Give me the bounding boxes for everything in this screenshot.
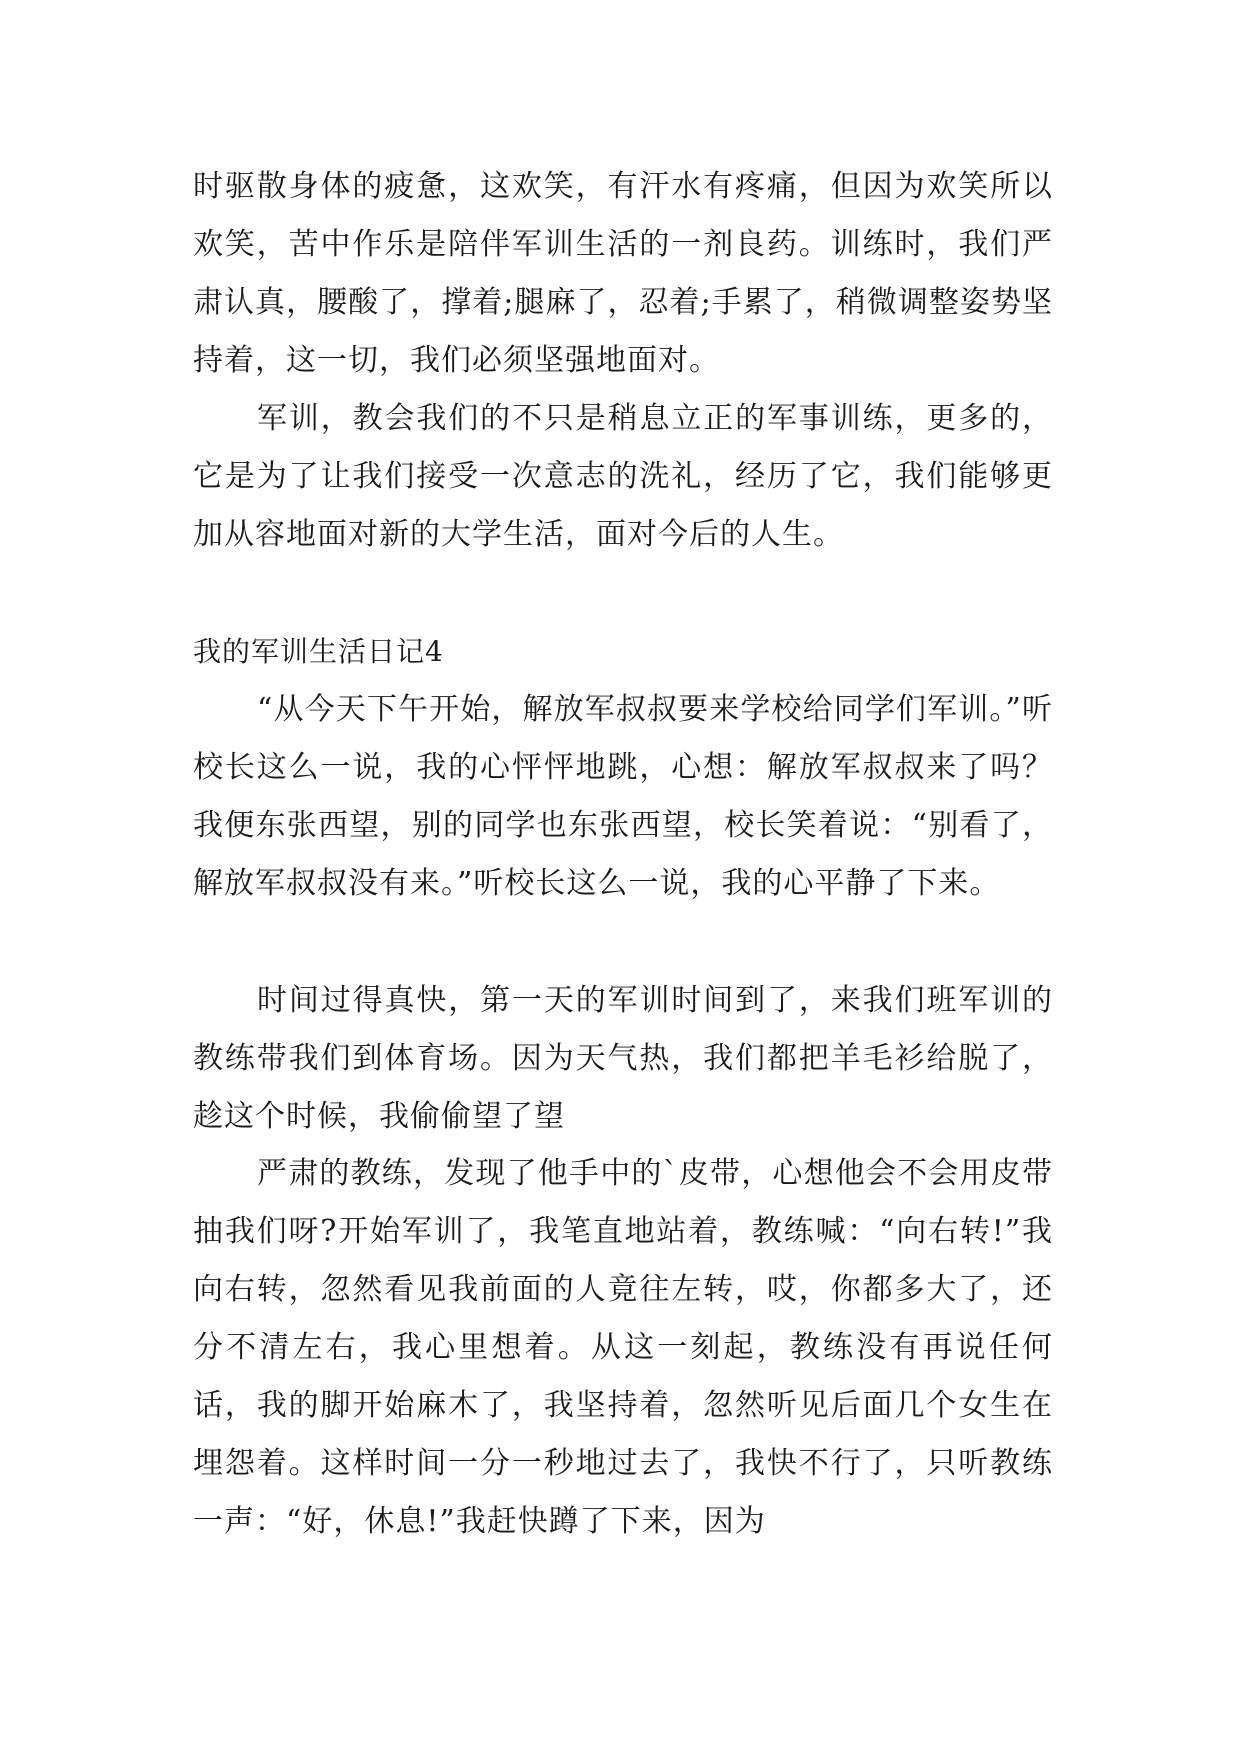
paragraph-first-day: 时间过得真快，第一天的军训时间到了，来我们班军训的教练带我们到体育场。因为天气热，我们都把羊毛衫给脱了，趁这个时候，我偷偷望了望 bbox=[193, 983, 1053, 1134]
paragraph-training: 严肃的教练，发现了他手中的`皮带，心想他会不会用皮带抽我们呀?开始军训了，我笔直地站着，教练喊：“向右转!”我向右转，忽然看见我前面的人竟往左转，哎，你都多大了，还分不清左右，我心里想着。从这一刻起，教练没有再说任何话，我的脚开始麻木了，我坚持着，忽然听见后面几个女生在埋怨着。这样时间一分一秒地过去了，我快不行了，只听教练一声：“好，休息!”我赶快蹲了下来，因为 bbox=[193, 1156, 1053, 1539]
section-title: 我的军训生活日记4 bbox=[193, 635, 444, 668]
paragraph-continued: 时驱散身体的疲惫，这欢笑，有汗水有疼痛，但因为欢笑所以欢笑，苦中作乐是陪伴军训生活的一剂良药。训练时，我们严肃认真，腰酸了，撑着;腿麻了，忍着;手累了，稍微调整姿势坚持着，这一切，我们必须坚强地面对。 bbox=[193, 169, 1053, 378]
paragraph-conclusion: 军训，教会我们的不只是稍息立正的军事训练，更多的，它是为了让我们接受一次意志的洗礼，经历了它，我们能够更加从容地面对新的大学生活，面对今后的人生。 bbox=[193, 401, 1053, 552]
paragraph-intro: “从今天下午开始，解放军叔叔要来学校给同学们军训。”听校长这么一说，我的心怦怦地跳，心想：解放军叔叔来了吗？我便东张西望，别的同学也东张西望，校长笑着说：“别看了，解放军叔叔没有来。”听校长这么一说，我的心平静了下来。 bbox=[193, 692, 1053, 901]
